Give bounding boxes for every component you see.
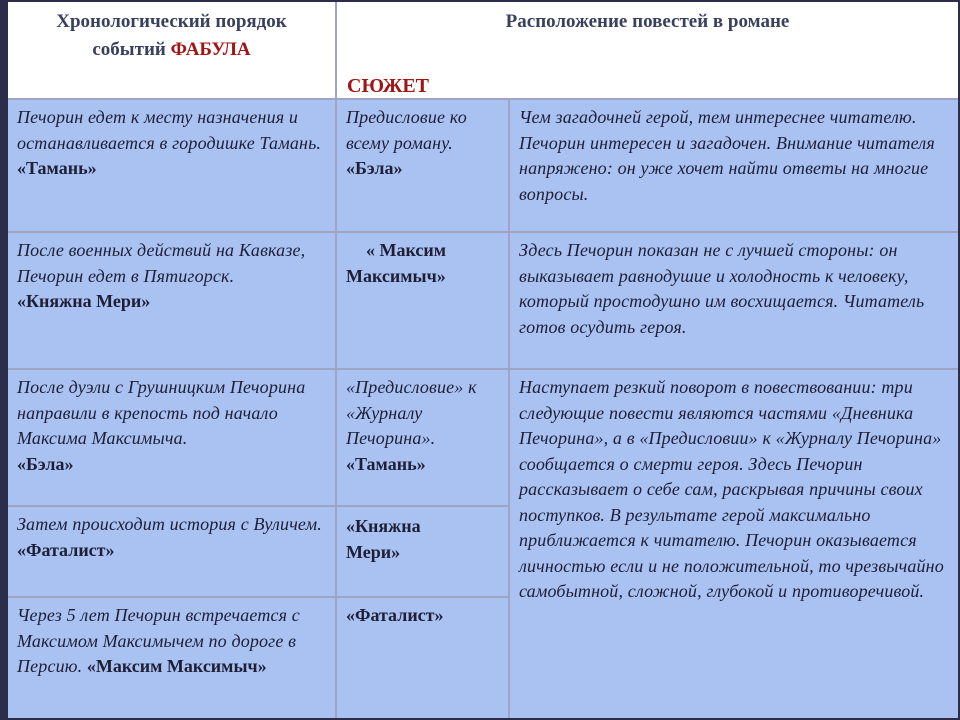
header-syuzhet-cell [337, 2, 958, 98]
row1-fabula-story: «Тамань» [17, 158, 97, 178]
row2-syuzhet-story: « Максим Максимыч» [346, 240, 447, 286]
row2-syuzhet-cell [337, 233, 508, 368]
row1-comment: Чем загадочней герой, тем интереснее читателю. Печорин интересен и загадочен. Внимание читателя напряжено: он уже хочет найти ответы на многие вопросы. [519, 107, 935, 204]
row5-syuzhet-cell [337, 598, 508, 718]
header-fabula-prefix: событий [92, 39, 171, 60]
row1-syuzhet-cell [337, 100, 508, 231]
header-fabula-line2 [14, 36, 329, 64]
row2-comment-cell [510, 233, 958, 368]
row2-fabula-story: «Княжна Мери» [17, 291, 151, 311]
row2-comment: Здесь Печорин показан не с лучшей стороны: он выказывает равнодушие и холодность к человеку, который простодушно им восхищается. Читатель готов осудить героя. [519, 240, 925, 337]
row3-comment-cell [510, 370, 958, 718]
story-order-table [8, 2, 958, 718]
row1-syuzhet-story: «Бэла» [346, 158, 403, 178]
row3-comment: Наступает резкий поворот в повествовании: три следующие повести являются частями «Дневника Печорина», а в «Предисловии» к «Журналу Печорина» сообщается о смерти героя. Здесь Печорин рассказывает о себе сам, раскрывая причины своих поступков. В результате герой максимально приближается к читателю. Печорин оказывается личностью если и не положительной, то чрезвычайно самобытной, сложной, глубокой и противоречивой. [519, 377, 944, 601]
row1-syuzhet-text: Предисловие ко всему роману. [346, 107, 467, 153]
header-fabula-line1: Хронологический порядок [56, 11, 287, 32]
row1-fabula-cell [8, 100, 335, 231]
row3-syuzhet-text: «Предисловие» к «Журналу Печорина». [346, 377, 477, 448]
header-syuzhet-accent: СЮЖЕТ [347, 75, 430, 97]
row4-syuzhet-cell [337, 507, 508, 596]
row5-fabula-story: «Максим Максимыч» [86, 656, 267, 676]
row2-fabula-text: После военных действий на Кавказе, Печорин едет в Пятигорск. [17, 240, 306, 286]
row5-fabula-cell [8, 598, 335, 718]
header-fabula-accent: ФАБУЛА [170, 39, 251, 60]
row3-fabula-text: После дуэли с Грушницким Печорина направили в крепость под начало Максима Максимыча. [17, 377, 306, 448]
row3-syuzhet-story: «Тамань» [346, 453, 426, 474]
header-syuzhet-title: Расположение повестей в романе [505, 11, 790, 32]
row5-fabula-text: Через 5 лет Печорин встречается с Максимом Максимычем по дороге в Персию. [17, 605, 300, 676]
row2-fabula-cell [8, 233, 335, 368]
row4-fabula-story: «Фаталист» [17, 539, 115, 560]
row3-fabula-cell [8, 370, 335, 505]
row3-syuzhet-cell [337, 370, 508, 505]
row4-fabula-cell [8, 507, 335, 596]
row1-fabula-text: Печорин едет к месту назначения и останавливается в городишке Тамань. [17, 107, 322, 153]
row4-syuzhet-story: «Княжна Мери» [346, 516, 421, 562]
row4-fabula-text: Затем происходит история с Вуличем. [17, 514, 322, 534]
row1-comment-cell [510, 100, 958, 231]
header-fabula-cell [8, 2, 335, 98]
row5-syuzhet-story: «Фаталист» [346, 605, 444, 625]
row3-fabula-story: «Бэла» [17, 453, 74, 474]
